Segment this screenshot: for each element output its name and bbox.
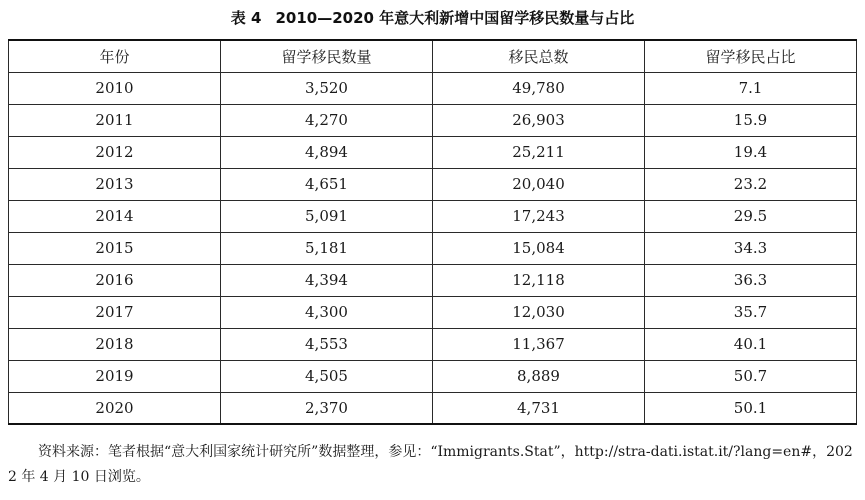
source-note: 资料来源：笔者根据“意大利国家统计研究所”数据整理，参见：“Immigrants.Stat”，http://stra-dati.istat.it/?lang=en#，2022 年 4 月 10 日浏览。: [8, 444, 853, 485]
cell-year: 2010: [9, 72, 221, 104]
cell-total-migrants: 12,118: [433, 264, 645, 296]
cell-share: 19.4: [645, 136, 857, 168]
column-header-year: 年份: [9, 40, 221, 72]
cell-year: 2013: [9, 168, 221, 200]
cell-share: 34.3: [645, 232, 857, 264]
cell-total-migrants: 20,040: [433, 168, 645, 200]
cell-total-migrants: 49,780: [433, 72, 645, 104]
cell-total-migrants: 4,731: [433, 392, 645, 424]
cell-student-migrants: 4,300: [221, 296, 433, 328]
cell-year: 2012: [9, 136, 221, 168]
table-row: [9, 104, 857, 136]
cell-total-migrants: 17,243: [433, 200, 645, 232]
cell-share: 15.9: [645, 104, 857, 136]
cell-student-migrants: 4,553: [221, 328, 433, 360]
table-header-row: [9, 40, 857, 72]
cell-share: 36.3: [645, 264, 857, 296]
cell-share: 50.7: [645, 360, 857, 392]
cell-total-migrants: 8,889: [433, 360, 645, 392]
table-row: [9, 232, 857, 264]
cell-year: 2020: [9, 392, 221, 424]
cell-student-migrants: 4,894: [221, 136, 433, 168]
cell-share: 50.1: [645, 392, 857, 424]
table-row: [9, 296, 857, 328]
cell-year: 2019: [9, 360, 221, 392]
table-number: 表 4: [230, 9, 262, 27]
cell-share: 29.5: [645, 200, 857, 232]
cell-year: 2015: [9, 232, 221, 264]
cell-student-migrants: 5,181: [221, 232, 433, 264]
column-header-total-migrants: 移民总数: [433, 40, 645, 72]
table-title: 2010—2020 年意大利新增中国留学移民数量与占比: [275, 9, 635, 27]
cell-share: 7.1: [645, 72, 857, 104]
cell-student-migrants: 5,091: [221, 200, 433, 232]
table-row: [9, 392, 857, 424]
cell-share: 23.2: [645, 168, 857, 200]
table-caption: [0, 6, 865, 30]
cell-student-migrants: 4,394: [221, 264, 433, 296]
cell-student-migrants: 3,520: [221, 72, 433, 104]
table-row: [9, 200, 857, 232]
cell-year: 2016: [9, 264, 221, 296]
cell-student-migrants: 4,651: [221, 168, 433, 200]
table-row: [9, 360, 857, 392]
cell-student-migrants: 4,505: [221, 360, 433, 392]
table-row: [9, 264, 857, 296]
column-header-student-migrants: 留学移民数量: [221, 40, 433, 72]
cell-student-migrants: 4,270: [221, 104, 433, 136]
table-body: [9, 72, 857, 424]
column-header-share: 留学移民占比: [645, 40, 857, 72]
cell-total-migrants: 15,084: [433, 232, 645, 264]
cell-year: 2017: [9, 296, 221, 328]
cell-total-migrants: 11,367: [433, 328, 645, 360]
cell-year: 2018: [9, 328, 221, 360]
cell-total-migrants: 12,030: [433, 296, 645, 328]
cell-year: 2014: [9, 200, 221, 232]
cell-share: 35.7: [645, 296, 857, 328]
cell-student-migrants: 2,370: [221, 392, 433, 424]
table-row: [9, 72, 857, 104]
cell-total-migrants: 26,903: [433, 104, 645, 136]
cell-year: 2011: [9, 104, 221, 136]
table-row: [9, 168, 857, 200]
table-row: [9, 328, 857, 360]
cell-total-migrants: 25,211: [433, 136, 645, 168]
cell-share: 40.1: [645, 328, 857, 360]
data-table: [8, 39, 857, 425]
table-row: [9, 136, 857, 168]
